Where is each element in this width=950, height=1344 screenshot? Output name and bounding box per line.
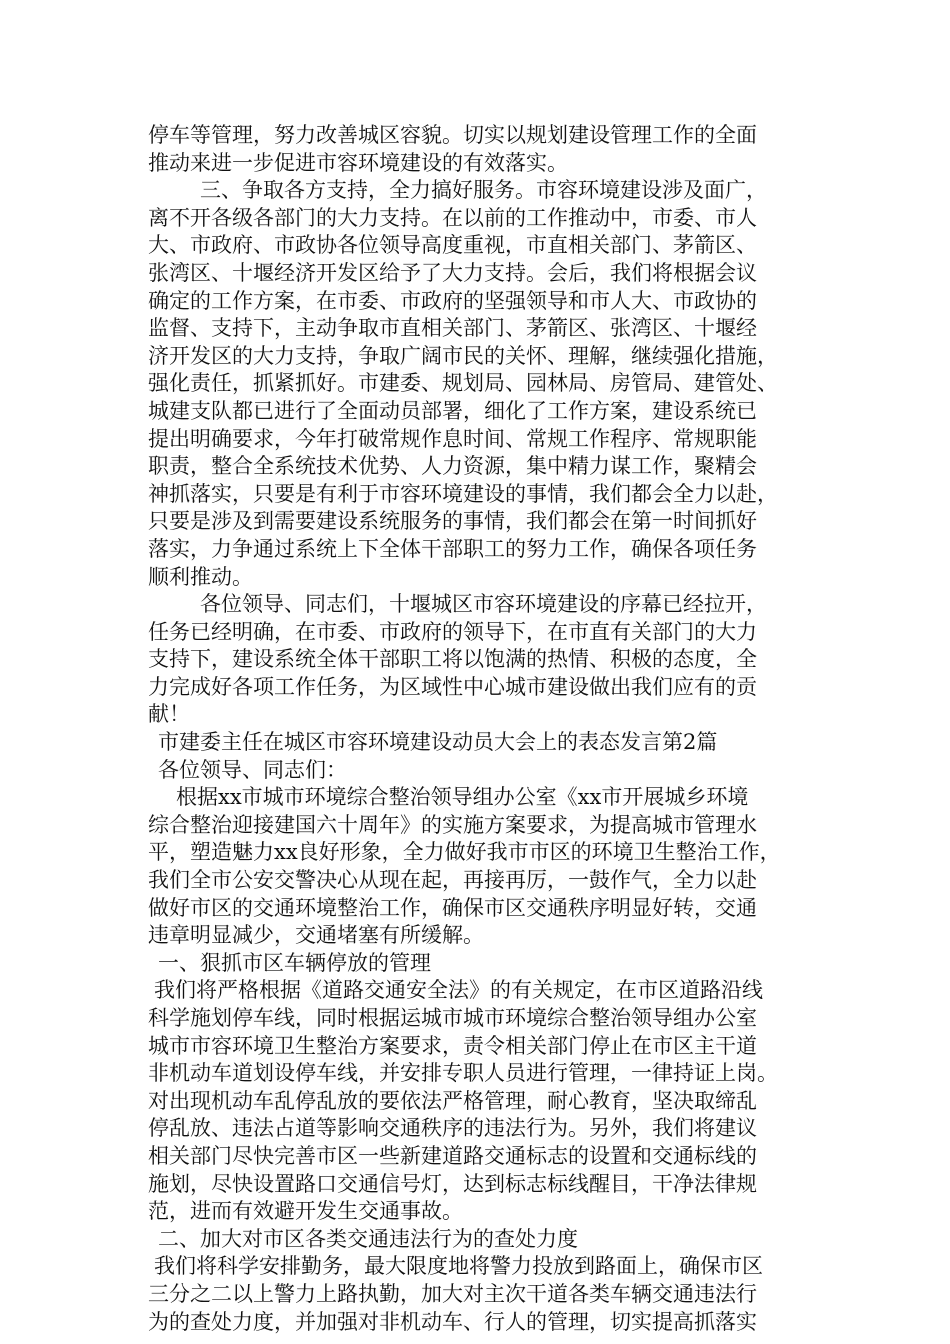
text-line: 献！	[148, 702, 190, 727]
section-heading-one: 一、狠抓市区车辆停放的管理	[158, 950, 431, 975]
text-line: 非机动车道划设停车线，并安排专职人员进行管理，一律持证上岗。	[148, 1061, 778, 1086]
text-line: 支持下，建设系统全体干部职工将以饱满的热情、积极的态度，全	[148, 647, 757, 672]
text-line: 综合整治迎接建国六十周年》的实施方案要求，为提高城市管理水	[148, 812, 757, 837]
section-heading-two: 二、加大对市区各类交通违法行为的查处力度	[158, 1226, 578, 1251]
text-line: 城建支队都已进行了全面动员部署，细化了工作方案，建设系统已	[148, 398, 757, 423]
text-line: 顺利推动。	[148, 564, 253, 589]
text-line: 提出明确要求，今年打破常规作息时间、常规工作程序、常规职能	[148, 426, 757, 451]
text-line: 施划，尽快设置路口交通信号灯，达到标志标线醒目，干净法律规	[148, 1171, 757, 1196]
text-line: 对出现机动车乱停乱放的要依法严格管理，耐心教育，坚决取缔乱	[148, 1088, 757, 1113]
text-line: 停车等管理，努力改善城区容貌。切实以规划建设管理工作的全面	[148, 123, 757, 147]
text-line: 相关部门尽快完善市区一些新建道路交通标志的设置和交通标线的	[148, 1143, 757, 1168]
text-line: 职责，整合全系统技术优势、人力资源，集中精力谋工作，聚精会	[148, 454, 757, 479]
salutation: 各位领导、同志们：	[158, 757, 347, 782]
text-line: 违章明显减少，交通堵塞有所缓解。	[148, 923, 484, 948]
text-line: 城市市容环境卫生整治方案要求，责令相关部门停止在市区主干道	[148, 1033, 757, 1058]
text-line: 落实，力争通过系统上下全体干部职工的努力工作，确保各项任务	[148, 536, 757, 561]
text-line: 停乱放、违法占道等影响交通秩序的违法行为。另外，我们将建议	[148, 1116, 757, 1141]
paragraph-start: 我们将科学安排勤务，最大限度地将警力投放到路面上，确保市区	[154, 1254, 763, 1279]
text-line: 济开发区的大力支持，争取广阔市民的关怀、理解，继续强化措施，	[148, 343, 778, 368]
text-line: 我们全市公安交警决心从现在起，再接再厉，一鼓作气，全力以赴	[148, 868, 757, 893]
text-line: 三分之二以上警力上路执勤，加大对主次干道各类车辆交通违法行	[148, 1281, 757, 1306]
text-line: 离不开各级各部门的大力支持。在以前的工作推动中，市委、市人	[148, 205, 757, 230]
section-heading-three: 三、争取各方支持，全力搞好服务。市容环境建设涉及面广，	[200, 178, 767, 203]
text-line: 为的查处力度，并加强对非机动车、行人的管理，切实提高抓落实	[148, 1309, 757, 1334]
text-line: 科学施划停车线，同时根据运城市城市环境综合整治领导组办公室	[148, 1006, 757, 1030]
text-line: 力完成好各项工作任务，为区域性中心城市建设做出我们应有的贡	[148, 674, 757, 699]
article-title: 市建委主任在城区市容环境建设动员大会上的表态发言第2篇	[158, 730, 718, 755]
paragraph-start: 我们将严格根据《道路交通安全法》的有关规定，在市区道路沿线	[154, 978, 763, 1003]
text-line: 范，进而有效避开发生交通事故。	[148, 1199, 463, 1224]
text-line: 只要是涉及到需要建设系统服务的事情，我们都会在第一时间抓好	[148, 509, 757, 534]
text-line: 强化责任，抓紧抓好。市建委、规划局、园林局、房管局、建管处、	[148, 371, 778, 396]
document-body	[148, 122, 848, 1336]
text-line: 平，塑造魅力xx良好形象，全力做好我市市区的环境卫生整治工作，	[148, 840, 781, 865]
text-line: 确定的工作方案，在市委、市政府的坚强领导和市人大、市政协的	[148, 288, 757, 313]
text-line: 张湾区、十堰经济开发区给予了大力支持。会后，我们将根据会议	[148, 260, 757, 285]
text-line: 神抓落实，只要是有利于市容环境建设的事情，我们都会全力以赴，	[148, 481, 778, 506]
text-line: 推动来进一步促进市容环境建设的有效落实。	[148, 150, 568, 175]
text-line: 监督、支持下，主动争取市直相关部门、茅箭区、张湾区、十堰经	[148, 316, 757, 341]
paragraph-start: 根据xx市城市环境综合整治领导组办公室《xx市开展城乡环境	[176, 785, 749, 810]
text-line: 任务已经明确，在市委、市政府的领导下，在市直有关部门的大力	[148, 619, 757, 644]
paragraph-start: 各位领导、同志们，十堰城区市容环境建设的序幕已经拉开，	[200, 592, 767, 617]
text-line: 大、市政府、市政协各位领导高度重视，市直相关部门、茅箭区、	[148, 233, 757, 258]
text-line: 做好市区的交通环境整治工作，确保市区交通秩序明显好转，交通	[148, 895, 757, 920]
